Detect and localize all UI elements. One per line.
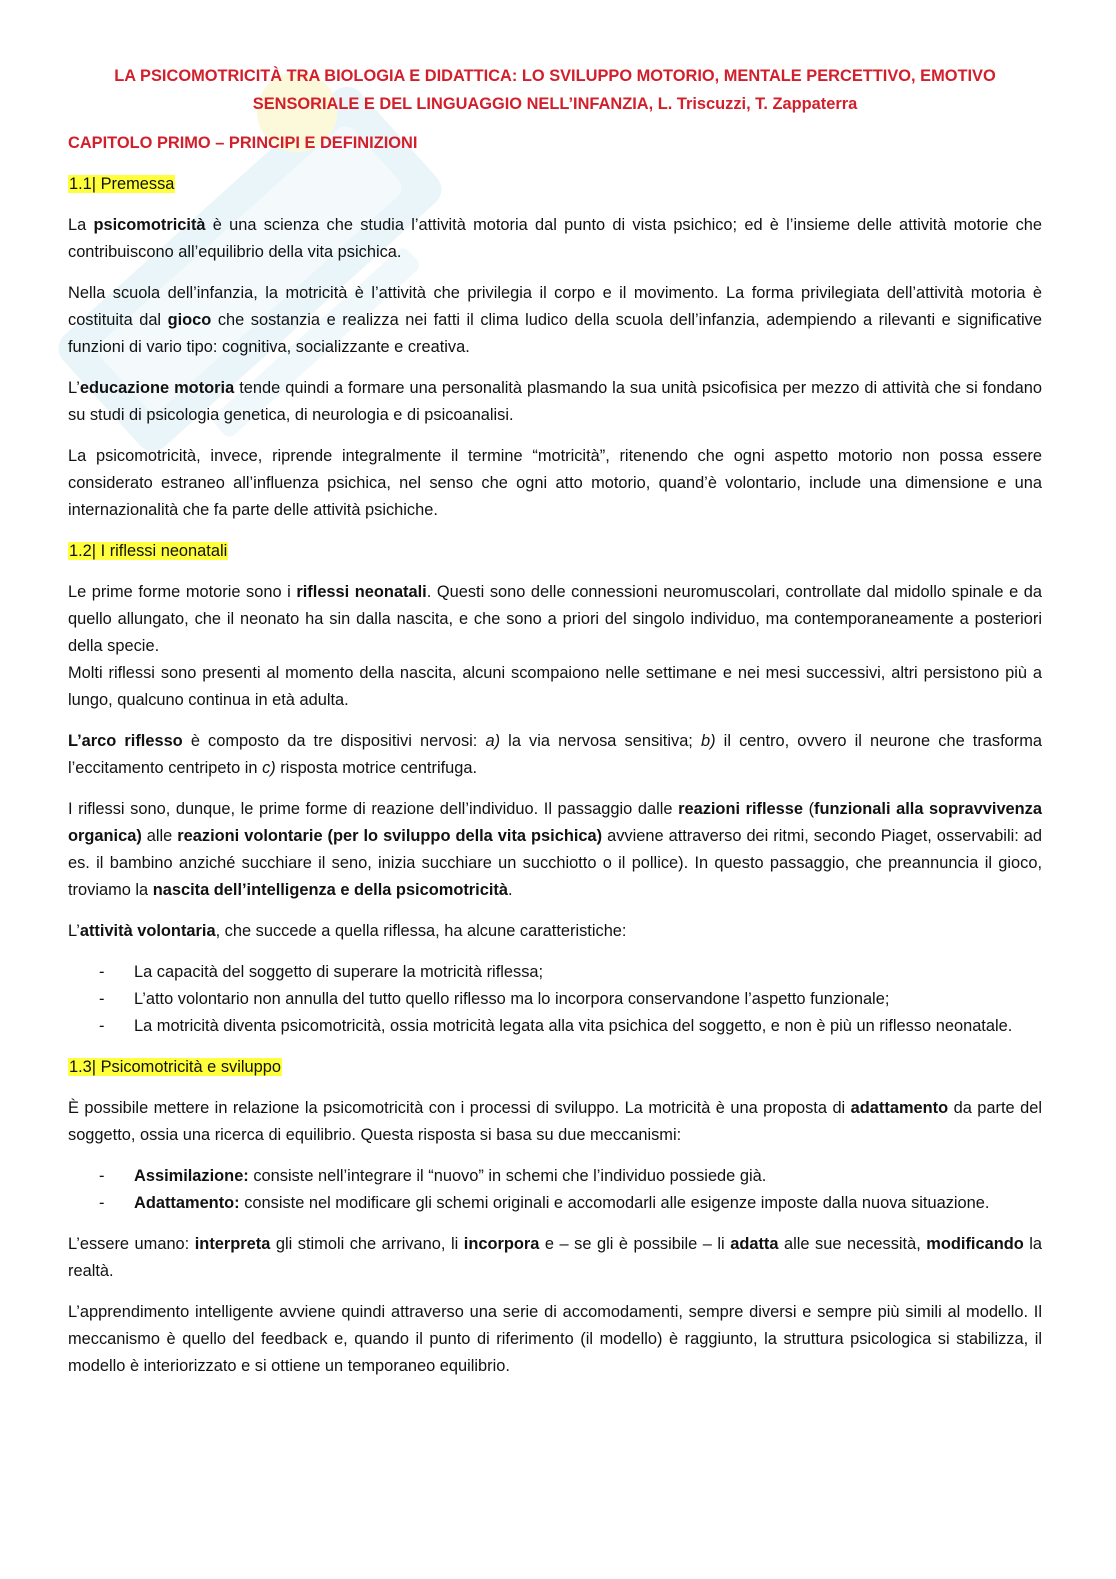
section-heading-riflessi-neonatali: 1.2| I riflessi neonatali — [69, 542, 228, 560]
title-line-2: SENSORIALE E DEL LINGUAGGIO NELL’INFANZIA, L. Triscuzzi, T. Zappaterra — [252, 95, 858, 113]
section-heading-premessa: 1.1| Premessa — [69, 175, 175, 193]
paragraph: Nella scuola dell’infanzia, la motricità è l’attività che privilegia il corpo e il movimento. La forma privilegiata dell’attività motoria è costituita dal gioco che sostanzia e realizza nei fatti il clima ludico della scuola dell’infanzia, adempiendo a rilevanti e significative funzioni di vario tipo: cognitiva, socializzante e creativa. — [68, 284, 1042, 356]
paragraph: I riflessi sono, dunque, le prime forme di reazione dell’individuo. Il passaggio dalle reazioni riflesse (funzionali alla sopravvivenza organica) alle reazioni volontarie (per lo sviluppo della vita psichica) avviene attraverso dei ritmi, secondo Piaget, osservabili: ad es. il bambino anziché succhiare il seno, inizia succhiare un succhiotto o il pollice). In questo passaggio, che preannuncia il gioco, troviamo la nascita dell’intelligenza e della psicomotricità. — [68, 800, 1043, 899]
title-line-1: LA PSICOMOTRICITÀ TRA BIOLOGIA E DIDATTICA: LO SVILUPPO MOTORIO, MENTALE PERCETTIVO, EMOTIVO — [114, 67, 996, 85]
paragraph: Le prime forme motorie sono i riflessi neonatali. Questi sono delle connessioni neuromuscolari, controllate dal midollo spinale e da quello allungato, che il neonato ha sin dalla nascita, e che sono a priori del singolo individuo, ma contemporaneamente a posteriori della specie. — [68, 583, 1042, 655]
chapter-heading: CAPITOLO PRIMO – PRINCIPI E DEFINIZIONI — [68, 134, 418, 152]
list-item: - Assimilazione: consiste nell’integrare il “nuovo” in schemi che l’individuo possiede già. — [68, 1163, 1042, 1190]
paragraph: L’essere umano: interpreta gli stimoli che arrivano, li incorpora e – se gli è possibile – li adatta alle sue necessità, modificando la realtà. — [68, 1235, 1043, 1280]
paragraph: L’educazione motoria tende quindi a formare una personalità plasmando la sua unità psicofisica per mezzo di attività che si fondano su studi di psicologia genetica, di neurologia e di psicoanalisi. — [68, 379, 1042, 424]
paragraph: Molti riflessi sono presenti al momento della nascita, alcuni scompaiono nelle settimane e nei mesi successivi, altri persistono più a lungo, qualcuno continua in età adulta. — [68, 664, 1042, 709]
paragraph: L’attività volontaria, che succede a quella riflessa, ha alcune caratteristiche: — [68, 922, 627, 940]
paragraph: La psicomotricità, invece, riprende integralmente il termine “motricità”, ritenendo che ogni aspetto motorio non possa essere considerato estraneo all’influenza psichica, nel senso che ogni atto motorio, quand’è volontario, include una dimensione e una internazionalità che fa parte delle attività psichiche. — [68, 447, 1042, 519]
list-item: - Adattamento: consiste nel modificare gli schemi originali e accomodarli alle esigenze imposte dalla nuova situazione. — [68, 1190, 1042, 1217]
paragraph: È possibile mettere in relazione la psicomotricità con i processi di sviluppo. La motricità è una proposta di adattamento da parte del soggetto, ossia una ricerca di equilibrio. Questa risposta si basa su due meccanismi: — [68, 1099, 1042, 1144]
paragraph: L’arco riflesso è composto da tre dispositivi nervosi: a) la via nervosa sensitiva; b) il centro, ovvero il neurone che trasforma l’eccitamento centripeto in c) risposta motrice centrifuga. — [68, 732, 1043, 777]
document-page — [68, 62, 1042, 1380]
bullet-list-voluntary-activity — [68, 959, 1042, 1040]
paragraph: La psicomotricità è una scienza che studia l’attività motoria dal punto di vista psichico; ed è l’insieme delle attività motorie che contribuiscono all’equilibrio della vita psichica. — [68, 216, 1042, 261]
paragraph: L’apprendimento intelligente avviene quindi attraverso una serie di accomodamenti, sempre diversi e sempre più simili al modello. Il meccanismo è quello del feedback e, quando il punto di riferimento (il modello) è raggiunto, la struttura psicologica si stabilizza, il modello è interiorizzato e si ottiene un temporaneo equilibrio. — [68, 1303, 1042, 1375]
document-title — [68, 62, 1042, 118]
list-item: - L’atto volontario non annulla del tutto quello riflesso ma lo incorpora conservandone l’aspetto funzionale; — [68, 986, 1042, 1013]
list-item: - La capacità del soggetto di superare la motricità riflessa; — [68, 959, 1042, 986]
bullet-list-mechanisms — [68, 1163, 1042, 1217]
section-heading-psicomotricita-sviluppo: 1.3| Psicomotricità e sviluppo — [69, 1058, 281, 1076]
list-item: - La motricità diventa psicomotricità, ossia motricità legata alla vita psichica del soggetto, e non è più un riflesso neonatale. — [68, 1013, 1042, 1040]
